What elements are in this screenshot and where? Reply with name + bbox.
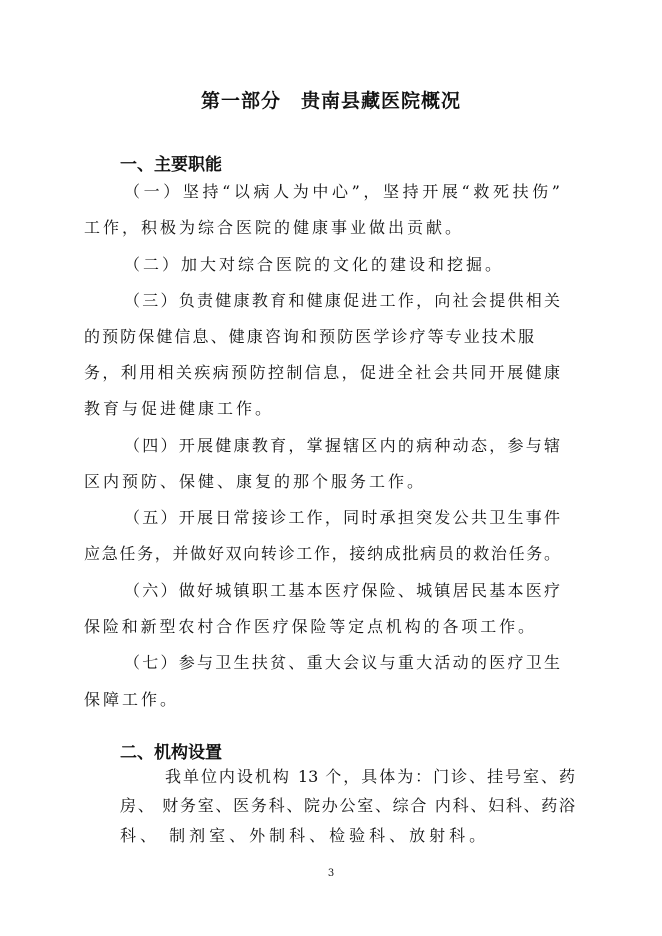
paragraph-line: 保险和新型农村合作医疗保险等定点机构的各项工作。 xyxy=(84,617,534,636)
paragraph-line: 区内预防、保健、康复的那个服务工作。 xyxy=(84,472,427,491)
page-number: 3 xyxy=(327,868,335,879)
paragraph-line: 的预防保健信息、健康咨询和预防医学诊疗等专业技术服 xyxy=(84,327,534,346)
paragraph-line: （七）参与卫生扶贫、重大会议与重大活动的医疗卫生 xyxy=(124,653,560,672)
paragraph-line: （二）加大对综合医院的文化的建设和挖掘。 xyxy=(124,255,505,274)
section-heading-organization: 二、机构设置 xyxy=(120,743,222,763)
page-title: 第一部分 贵南县藏医院概况 xyxy=(200,90,461,112)
paragraph-line: 科、 制剂室、外制科、检验科、放射科。 xyxy=(120,826,490,845)
paragraph-line: （六）做好城镇职工基本医疗保险、城镇居民基本医疗 xyxy=(124,581,560,600)
paragraph-line: 房、 财务室、医务科、院办公室、综合 内科、妇科、药浴 xyxy=(120,796,575,815)
paragraph-line: 教育与促进健康工作。 xyxy=(84,399,275,418)
paragraph-line: 我单位内设机构 13 个，具体为：门诊、挂号室、药 xyxy=(165,767,575,786)
paragraph-line: 工作，积极为综合医院的健康事业做出贡献。 xyxy=(84,218,465,237)
paragraph-line: 务，利用相关疾病预防控制信息，促进全社会共同开展健康 xyxy=(84,363,560,382)
paragraph-line: 保障工作。 xyxy=(84,690,180,709)
paragraph-line: （三）负责健康教育和健康促进工作，向社会提供相关 xyxy=(124,291,560,310)
section-heading-main-functions: 一、主要职能 xyxy=(120,155,222,175)
paragraph-line: （五）开展日常接诊工作，同时承担突发公共卫生事件 xyxy=(124,508,560,527)
paragraph-line: （一）坚持“以病人为中心”，坚持开展“救死扶伤” xyxy=(124,182,560,201)
paragraph-line: （四）开展健康教育，掌握辖区内的病种动态，参与辖 xyxy=(124,436,560,455)
paragraph-line: 应急任务，并做好双向转诊工作，接纳成批病员的救治任务。 xyxy=(84,544,560,563)
